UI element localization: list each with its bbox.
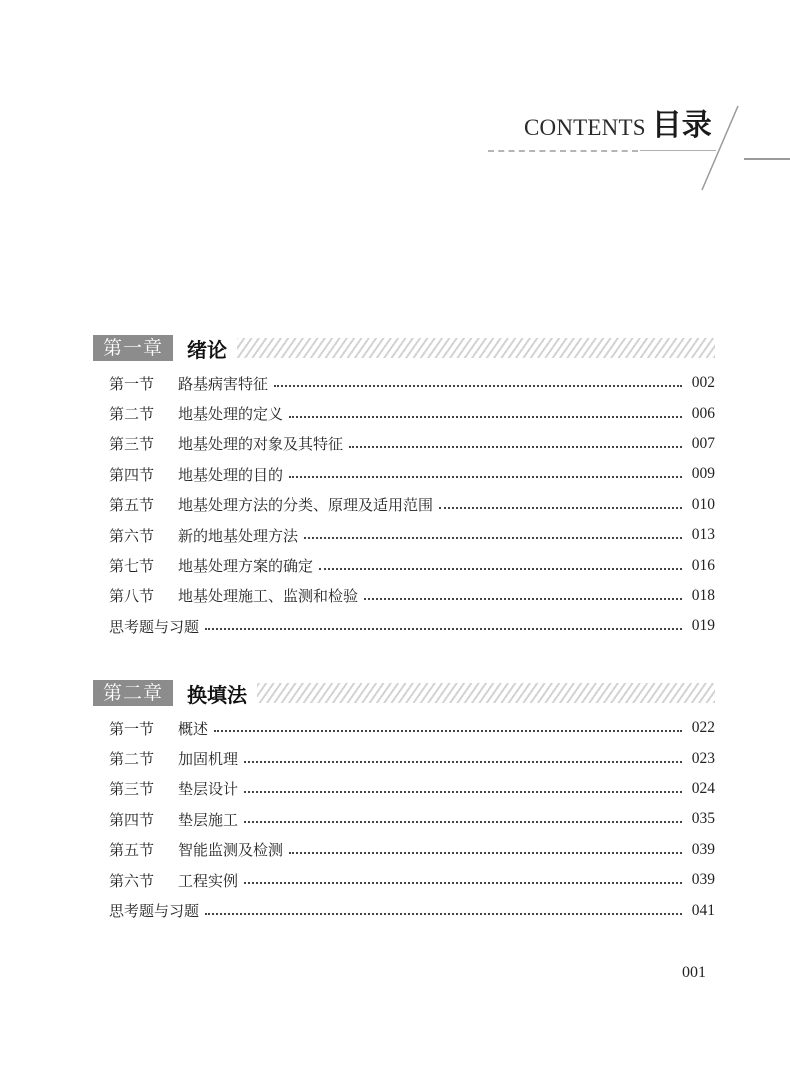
dot-leader	[289, 852, 682, 854]
section-title: 地基处理方案的确定	[178, 557, 314, 576]
toc-row[interactable]	[109, 459, 715, 489]
toc-row[interactable]	[109, 490, 715, 520]
toc-row-exercises[interactable]	[109, 611, 715, 641]
chapter-heading-1	[93, 335, 715, 361]
toc-row[interactable]	[109, 581, 715, 611]
toc-row[interactable]	[109, 804, 715, 834]
contents-title	[524, 100, 712, 144]
dot-leader	[304, 537, 682, 539]
section-title: 地基处理的定义	[178, 405, 284, 424]
section-title: 加固机理	[178, 750, 239, 769]
section-title: 智能监测及检测	[178, 841, 284, 860]
dot-leader	[244, 882, 682, 884]
page-number: 016	[691, 556, 715, 574]
dot-leader	[244, 821, 682, 823]
section-number: 第二节	[109, 405, 155, 424]
page-number: 013	[691, 526, 715, 544]
page-number: 041	[691, 901, 715, 919]
toc-row-exercises[interactable]	[109, 895, 715, 925]
section-number: 第三节	[109, 435, 155, 454]
toc-row[interactable]	[109, 865, 715, 895]
page-number: 009	[691, 465, 715, 483]
section-title: 地基处理方法的分类、原理及适用范围	[178, 496, 434, 515]
section-number: 第三节	[109, 780, 155, 799]
header-dashed-rule	[488, 150, 638, 152]
page-number: 006	[691, 404, 715, 422]
toc-row[interactable]	[109, 368, 715, 398]
page-number: 002	[691, 374, 715, 392]
section-number: 第一节	[109, 374, 155, 393]
dot-leader	[349, 446, 682, 448]
footer-page-number: 001	[682, 964, 706, 981]
dot-leader	[214, 730, 682, 732]
dot-leader	[439, 507, 682, 509]
page-number: 022	[691, 719, 715, 737]
toc-list-chapter-1	[109, 368, 715, 642]
page-number: 039	[691, 871, 715, 889]
section-number: 第二节	[109, 750, 155, 769]
contents-title-cn: 目录	[651, 108, 712, 143]
section-title: 路基病害特征	[178, 374, 269, 393]
toc-row[interactable]	[109, 743, 715, 773]
page-number: 023	[691, 749, 715, 767]
section-title: 概述	[178, 719, 209, 738]
section-number: 第八节	[109, 587, 155, 606]
header-right-bar	[744, 158, 790, 160]
section-title: 新的地基处理方法	[178, 526, 299, 545]
section-title: 垫层施工	[178, 810, 239, 829]
page-number: 019	[691, 617, 715, 635]
chapter-name: 绪论	[187, 337, 228, 362]
chapter-hatch-decoration	[237, 338, 715, 358]
page-number: 007	[691, 434, 715, 452]
toc-row[interactable]	[109, 398, 715, 428]
toc-row[interactable]	[109, 520, 715, 550]
toc-row[interactable]	[109, 429, 715, 459]
toc-row[interactable]	[109, 774, 715, 804]
section-title: 垫层设计	[178, 780, 239, 799]
dot-leader	[244, 761, 682, 763]
section-number: 第五节	[109, 841, 155, 860]
section-number: 第四节	[109, 465, 155, 484]
toc-row[interactable]	[109, 713, 715, 743]
dot-leader	[205, 628, 682, 630]
contents-title-en: CONTENTS	[524, 115, 646, 140]
page-number: 018	[691, 586, 715, 604]
dot-leader	[205, 913, 682, 915]
chapter-label: 第二章	[93, 680, 173, 706]
section-title: 地基处理的目的	[178, 465, 284, 484]
toc-row[interactable]	[109, 835, 715, 865]
section-number: 第六节	[109, 526, 155, 545]
dot-leader	[364, 598, 682, 600]
dot-leader	[319, 568, 682, 570]
chapter-heading-2	[93, 680, 715, 706]
page-number: 039	[691, 840, 715, 858]
page-number: 035	[691, 810, 715, 828]
section-number: 第七节	[109, 557, 155, 576]
chapter-hatch-decoration	[257, 683, 715, 703]
toc-row[interactable]	[109, 550, 715, 580]
chapter-name: 换填法	[187, 682, 248, 707]
section-title: 地基处理的对象及其特征	[178, 435, 344, 454]
header-slash-decoration	[690, 100, 750, 192]
page-number: 010	[691, 495, 715, 513]
dot-leader	[244, 791, 682, 793]
section-title: 工程实例	[178, 871, 239, 890]
section-number: 第四节	[109, 810, 155, 829]
contents-header	[0, 0, 790, 200]
page-number: 024	[691, 779, 715, 797]
section-number: 第一节	[109, 719, 155, 738]
exercises-title: 思考题与习题	[109, 617, 200, 636]
chapter-label: 第一章	[93, 335, 173, 361]
exercises-title: 思考题与习题	[109, 902, 200, 921]
dot-leader	[289, 416, 682, 418]
section-number: 第五节	[109, 496, 155, 515]
section-number: 第六节	[109, 871, 155, 890]
dot-leader	[274, 385, 682, 387]
toc-list-chapter-2	[109, 713, 715, 926]
section-title: 地基处理施工、监测和检验	[178, 587, 359, 606]
dot-leader	[289, 476, 682, 478]
